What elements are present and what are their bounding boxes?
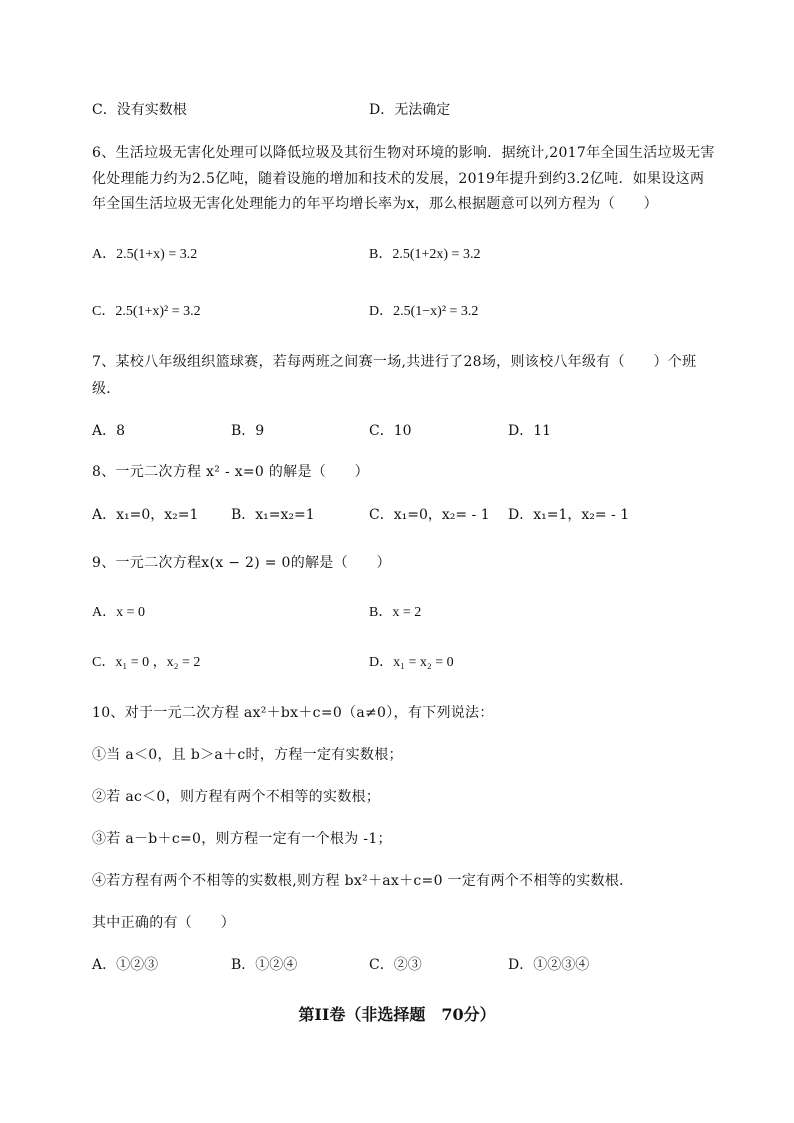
q8-option-c[interactable]: C．x₁=0，x₂= - 1 bbox=[369, 507, 490, 523]
q6-stem-line-3: 年全国生活垃圾无害化处理能力的年平均增长率为x，那么根据题意可以列方程为（ ） bbox=[92, 196, 658, 212]
q6-option-d[interactable]: D．2.5(1−x)² = 3.2 bbox=[369, 304, 479, 319]
q8-stem: 8、一元二次方程 x² - x=0 的解是（ ） bbox=[92, 464, 369, 480]
q10-option-c[interactable]: C．②③ bbox=[369, 957, 422, 973]
q9-stem: 9、一元二次方程x(x − 2) = 0的解是（ ） bbox=[92, 555, 391, 571]
q6-option-a[interactable]: A．2.5(1+x) = 3.2 bbox=[92, 247, 198, 262]
q6-stem-line-1: 6、生活垃圾无害化处理可以降低垃圾及其衍生物对环境的影响．据统计,2017年全国生活垃圾无害 bbox=[92, 145, 715, 161]
q6-stem-line-2: 化处理能力约为2.5亿吨，随着设施的增加和技术的发展，2019年提升到约3.2亿吨．如果设这两 bbox=[92, 171, 705, 187]
section-title: 第II卷（非选择题 70分） bbox=[298, 1005, 496, 1024]
q9-option-a[interactable]: A．x = 0 bbox=[92, 605, 146, 620]
q10-prompt: 其中正确的有（ ） bbox=[92, 915, 235, 931]
q6-option-c[interactable]: C．2.5(1+x)² = 3.2 bbox=[92, 304, 201, 319]
q8-option-d[interactable]: D．x₁=1，x₂= - 1 bbox=[508, 507, 630, 523]
q10-stem: 10、对于一元二次方程 ax²＋bx＋c=0（a≠0），有下列说法： bbox=[92, 705, 494, 721]
prev-option-c[interactable]: C．没有实数根 bbox=[92, 102, 187, 118]
q7-option-a[interactable]: A．8 bbox=[92, 423, 126, 439]
q7-option-c[interactable]: C．10 bbox=[369, 423, 412, 439]
q7-stem-line-2: 级． bbox=[92, 381, 121, 397]
q10-statement-3: ③若 a－b＋c=0，则方程一定有一个根为 -1； bbox=[92, 831, 392, 847]
q9-option-b[interactable]: B．x = 2 bbox=[369, 605, 422, 620]
q7-option-b[interactable]: B．9 bbox=[231, 423, 265, 439]
q6-option-b[interactable]: B．2.5(1+2x) = 3.2 bbox=[369, 247, 481, 262]
q10-statement-4: ④若方程有两个不相等的实数根,则方程 bx²＋ax＋c=0 一定有两个不相等的实数根． bbox=[92, 873, 634, 889]
q10-option-b[interactable]: B．①②④ bbox=[231, 957, 298, 973]
q9-option-c[interactable]: C．x₁ = 0 ，x₂ = 2 bbox=[92, 655, 201, 670]
q10-statement-2: ②若 ac＜0，则方程有两个不相等的实数根； bbox=[92, 789, 381, 805]
q10-statement-1: ①当 a＜0，且 b＞a＋c时，方程一定有实数根； bbox=[92, 747, 403, 763]
q10-option-a[interactable]: A．①②③ bbox=[92, 957, 159, 973]
prev-option-d[interactable]: D．无法确定 bbox=[369, 102, 451, 118]
q8-option-b[interactable]: B．x₁=x₂=1 bbox=[231, 507, 315, 523]
q8-option-a[interactable]: A．x₁=0，x₂=1 bbox=[92, 507, 199, 523]
q7-option-d[interactable]: D．11 bbox=[508, 423, 552, 439]
q10-option-d[interactable]: D．①②③④ bbox=[508, 957, 590, 973]
q7-stem-line-1: 7、某校八年级组织篮球赛，若每两班之间赛一场,共进行了28场，则该校八年级有（ ）个班 bbox=[92, 354, 697, 370]
q9-option-d[interactable]: D．x₁ = x₂ = 0 bbox=[369, 655, 454, 670]
